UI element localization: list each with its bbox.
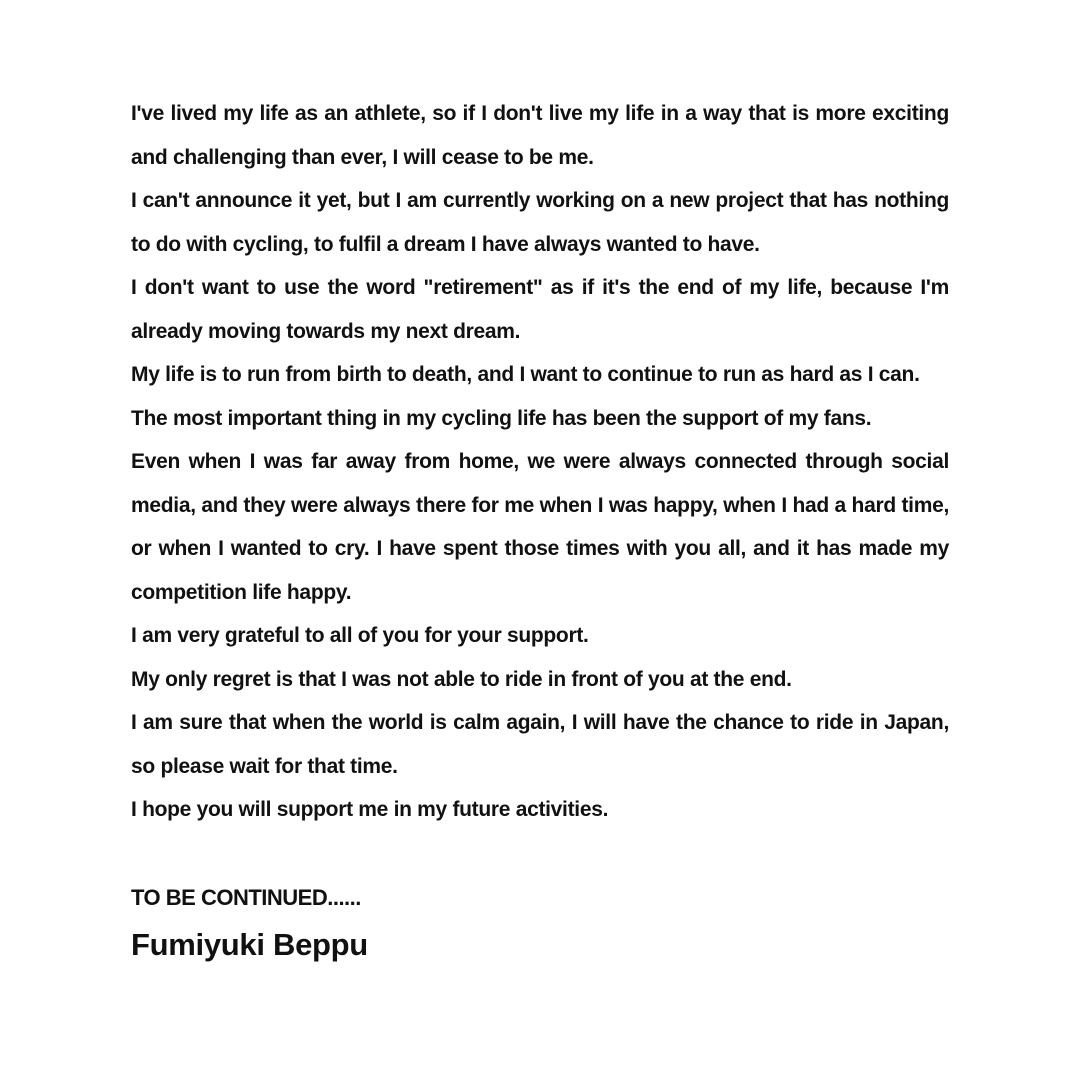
paragraph-ride-in-japan: I am sure that when the world is calm again, I will have the chance to ride in Japan, so please wait for that time. [131, 711, 949, 778]
paragraph-athlete-life: I've lived my life as an athlete, so if I don't live my life in a way that is more exciting and challenging than ever, I will cease to be me. [131, 102, 949, 169]
paragraph-fan-support: The most important thing in my cycling life has been the support of my fans. [131, 406, 872, 430]
closing-line: TO BE CONTINUED...... [131, 884, 361, 910]
paragraph-gratitude: I am very grateful to all of you for your support. [131, 624, 589, 647]
paragraph-new-project: I can't announce it yet, but I am currently working on a new project that has nothing to do with cycling, to fulfil a dream I have always wanted to have. [131, 189, 949, 256]
letter-body [131, 92, 949, 967]
paragraph-regret: My only regret is that I was not able to ride in front of you at the end. [131, 667, 792, 691]
signature: Fumiyuki Beppu [131, 927, 368, 962]
paragraph-run-from-birth: My life is to run from birth to death, and I want to continue to run as hard as I can. [131, 363, 920, 386]
paragraph-retirement: I don't want to use the word "retirement" as if it's the end of my life, because I'm already moving towards my next dream. [131, 276, 949, 343]
paragraph-social-media: Even when I was far away from home, we were always connected through social media, and they were always there for me when I was happy, when I had a hard time, or when I wanted to cry. I have spent those times with you all, and it has made my competition life happy. [131, 450, 949, 604]
paragraph-future-activities: I hope you will support me in my future activities. [131, 798, 609, 821]
